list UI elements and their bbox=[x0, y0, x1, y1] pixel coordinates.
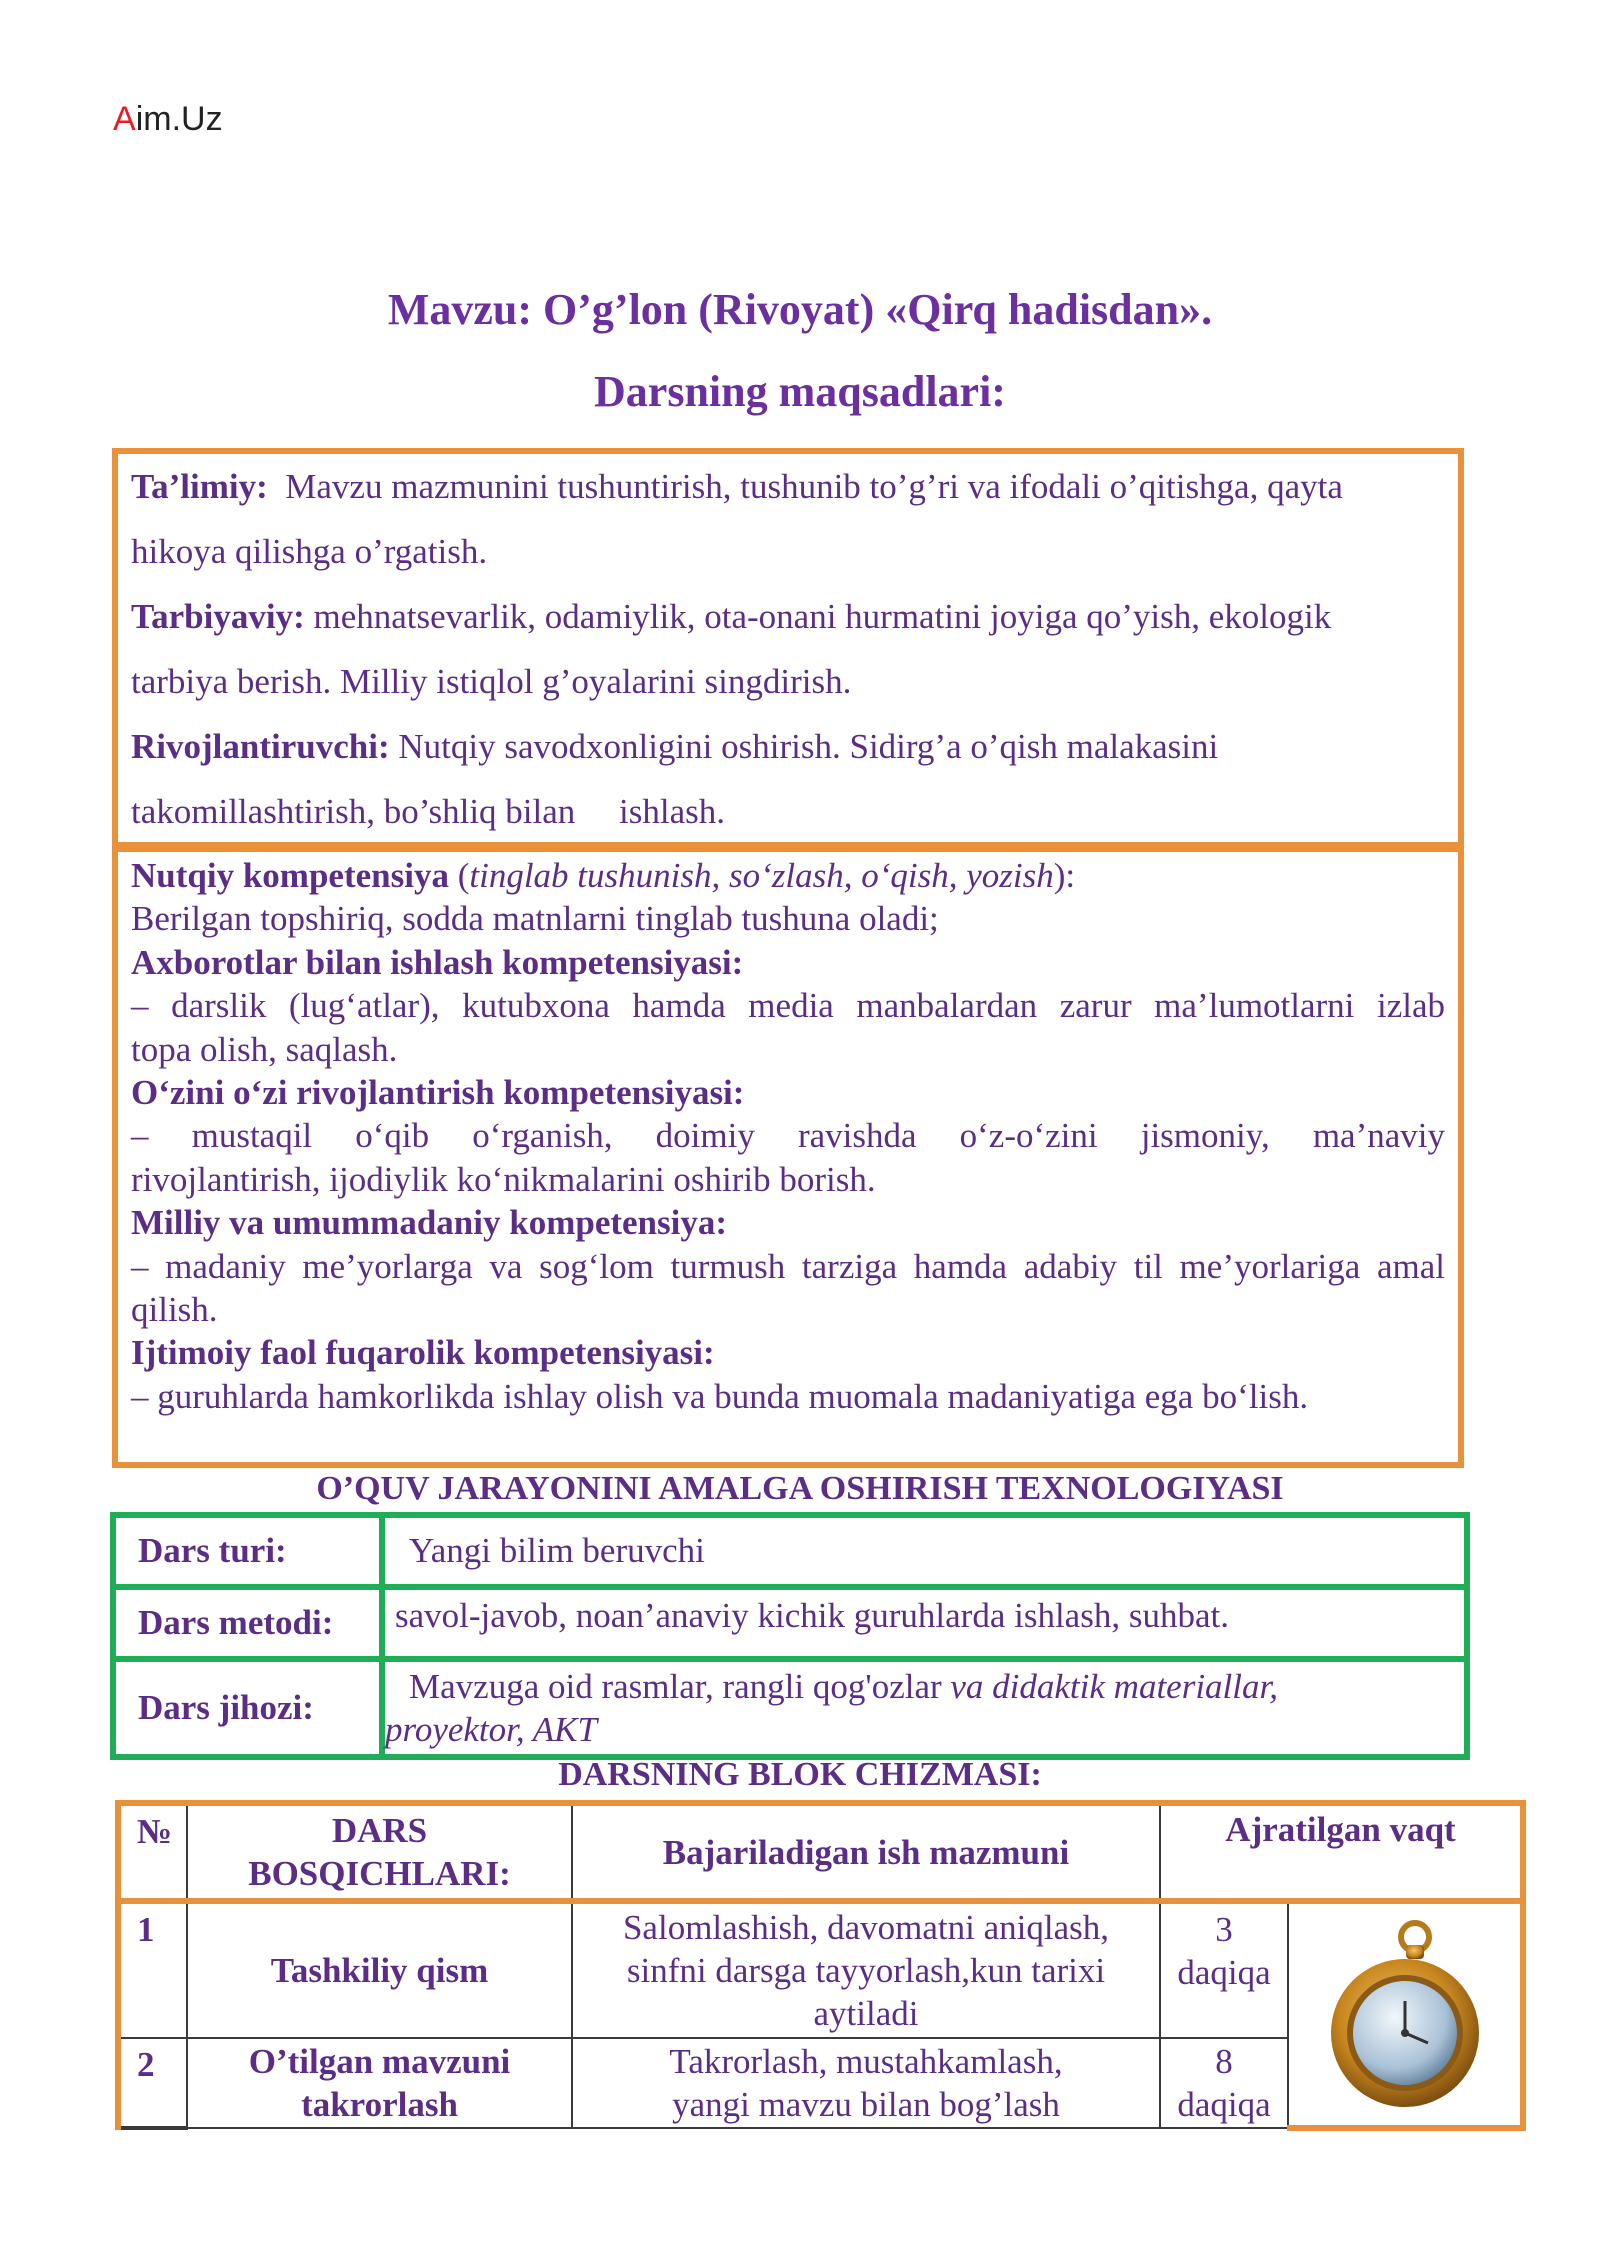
rivoj-label: Rivojlantiruvchi: bbox=[131, 727, 390, 766]
table-row bbox=[113, 1515, 1467, 1587]
row-2-stage-1: O’tilgan mavzuni bbox=[248, 2042, 511, 2081]
row-2-content-2: yangi mavzu bilan bog’lash bbox=[672, 2085, 1060, 2124]
jihozi-plain: Mavzuga oid rasmlar, rangli qog'ozlar bbox=[409, 1667, 951, 1706]
row-2-time-1: 8 bbox=[1215, 2042, 1233, 2081]
technology-table bbox=[110, 1512, 1470, 1760]
row-1-content-1: Salomlashish, davomatni aniqlash, bbox=[622, 1908, 1110, 1947]
row-2-stage-2: takrorlash bbox=[301, 2085, 458, 2124]
dars-metodi-value: savol-javob, noan’anaviy kichik guruhlarda ishlash, suhbat. bbox=[382, 1587, 1467, 1659]
technology-heading: O’QUV JARAYONINI AMALGA OSHIRISH TEXNOLOGIYASI bbox=[316, 1470, 1284, 1507]
milliy-label bbox=[131, 1201, 1445, 1244]
axborot-text-2: topa olish, saqlash. bbox=[131, 1029, 398, 1069]
talimiy-label: Ta’limiy: bbox=[131, 467, 268, 506]
rivoj-text-1: Nutqiy savodxonligini oshirish. Sidirg’a o’qish malakasini bbox=[398, 727, 1219, 766]
row-2-time-2: daqiqa bbox=[1177, 2085, 1271, 2124]
tarbiyaviy-line-1 bbox=[131, 584, 1445, 649]
clock-cell bbox=[1288, 1901, 1523, 2128]
table-row bbox=[113, 1587, 1467, 1659]
nutqiy-line bbox=[131, 854, 1445, 897]
milliy-text-2: qilish. bbox=[131, 1290, 218, 1330]
dars-jihozi-value bbox=[382, 1659, 1467, 1757]
rivoj-line-1 bbox=[131, 714, 1445, 779]
milliy-label-text: Milliy va umummadaniy kompetensiya: bbox=[131, 1203, 728, 1243]
row-1-time-1: 3 bbox=[1215, 1910, 1233, 1949]
axborot-label bbox=[131, 941, 1445, 984]
nutqiy-text: Berilgan topshiriq, sodda matnlarni tinglab tushuna oladi; bbox=[131, 899, 939, 939]
axborot-text-1: – darslik (lug‘atlar), kutubxona hamda media manbalardan zarur ma’lumotlarni izlab bbox=[131, 986, 1445, 1026]
row-1-num: 1 bbox=[118, 1901, 187, 2038]
header-stage-2: BOSQICHLARI: bbox=[248, 1854, 511, 1893]
row-2-num: 2 bbox=[118, 2038, 187, 2128]
goals-heading: Darsning maqsadlari: bbox=[594, 367, 1006, 416]
lesson-topic: Mavzu: O’g’lon (Rivoyat) «Qirq hadisdan». bbox=[387, 285, 1213, 334]
row-1-stage: Tashkiliy qism bbox=[187, 1901, 572, 2038]
jihozi-italic-1: va didaktik materiallar, bbox=[950, 1667, 1278, 1706]
row-1-content bbox=[572, 1901, 1160, 2038]
header-content: Bajariladigan ish mazmuni bbox=[572, 1803, 1160, 1901]
talimiy-text-2: hikoya qilishga o’rgatish. bbox=[131, 532, 488, 571]
header-stage bbox=[187, 1803, 572, 1901]
lesson-plan-table bbox=[115, 1800, 1526, 2131]
talimiy-text-1: Mavzu mazmunini tushuntirish, tushunib to’g’ri va ifodali o’qitishga, qayta bbox=[285, 467, 1343, 506]
plan-heading: DARSNING BLOK CHIZMASI: bbox=[558, 1756, 1042, 1793]
pocket-watch-icon bbox=[1320, 1915, 1490, 2115]
ijtimoiy-text: – guruhlarda hamkorlikda ishlay olish va bunda muomala madaniyatiga ega bo‘lish. bbox=[131, 1376, 1309, 1416]
header-time: Ajratilgan vaqt bbox=[1160, 1803, 1523, 1901]
header-stage-1: DARS bbox=[331, 1811, 428, 1850]
row-2-content-1: Takrorlash, mustahkamlash, bbox=[669, 2042, 1063, 2081]
nutqiy-italic: tinglab tushunish, so‘zlash, o‘qish, yozish bbox=[469, 856, 1054, 895]
row-1-time-2: daqiqa bbox=[1177, 1953, 1271, 1992]
axborot-label-text: Axborotlar bilan ishlash kompetensiyasi: bbox=[131, 942, 744, 982]
ozini-label bbox=[131, 1071, 1445, 1114]
ozini-label-text: O‘zini o‘zi rivojlantirish kompetensiyasi: bbox=[131, 1073, 745, 1113]
tarbiyaviy-text-1: mehnatsevarlik, odamiylik, ota-onani hurmatini joyiga qo’yish, ekologik bbox=[313, 597, 1332, 636]
row-1-time bbox=[1160, 1901, 1288, 2038]
table-row bbox=[113, 1659, 1467, 1757]
dars-turi-value: Yangi bilim beruvchi bbox=[382, 1515, 1467, 1587]
ozini-text-1: – mustaqil o‘qib o‘rganish, doimiy ravishda o‘z-o‘zini jismoniy, ma’naviy bbox=[131, 1116, 1445, 1156]
ijtimoiy-label bbox=[131, 1331, 1445, 1374]
logo-letter: A bbox=[113, 100, 136, 138]
competencies-box bbox=[112, 848, 1464, 1468]
logo-text: im.Uz bbox=[135, 100, 223, 138]
nutqiy-label: Nutqiy kompetensiya bbox=[131, 856, 449, 895]
talimiy-line-1 bbox=[131, 454, 1445, 519]
dars-metodi-label: Dars metodi: bbox=[113, 1587, 382, 1659]
nutqiy-paren-close: ): bbox=[1053, 856, 1076, 895]
jihozi-italic-2: proyektor, AKT bbox=[385, 1710, 597, 1749]
table-row bbox=[118, 1901, 1523, 2038]
row-2-time bbox=[1160, 2038, 1288, 2128]
goals-box bbox=[112, 448, 1464, 848]
row-1-content-3: aytiladi bbox=[813, 1994, 919, 2033]
row-2-content bbox=[572, 2038, 1160, 2128]
rivoj-text-2: takomillashtirish, bo’shliq bilan ishlash. bbox=[131, 792, 726, 831]
row-2-stage bbox=[187, 2038, 572, 2128]
milliy-text-1: – madaniy me’yorlarga va sog‘lom turmush tarziga hamda adabiy til me’yorlariga amal bbox=[131, 1246, 1445, 1286]
ijtimoiy-label-text: Ijtimoiy faol fuqarolik kompetensiyasi: bbox=[131, 1333, 715, 1373]
tarbiyaviy-text-2: tarbiya berish. Milliy istiqlol g’oyalarini singdirish. bbox=[131, 662, 852, 701]
nutqiy-paren-open: ( bbox=[448, 856, 470, 895]
tarbiyaviy-label: Tarbiyaviy: bbox=[131, 597, 305, 636]
row-1-content-2: sinfni darsga tayyorlash,kun tarixi bbox=[626, 1951, 1106, 1990]
dars-turi-label: Dars turi: bbox=[113, 1515, 382, 1587]
dars-jihozi-label: Dars jihozi: bbox=[113, 1659, 382, 1757]
site-logo bbox=[113, 100, 223, 139]
header-num: № bbox=[118, 1803, 187, 1901]
table-row bbox=[118, 1803, 1523, 1901]
ozini-text-2: rivojlantirish, ijodiylik ko‘nikmalarini oshirib borish. bbox=[131, 1159, 876, 1199]
